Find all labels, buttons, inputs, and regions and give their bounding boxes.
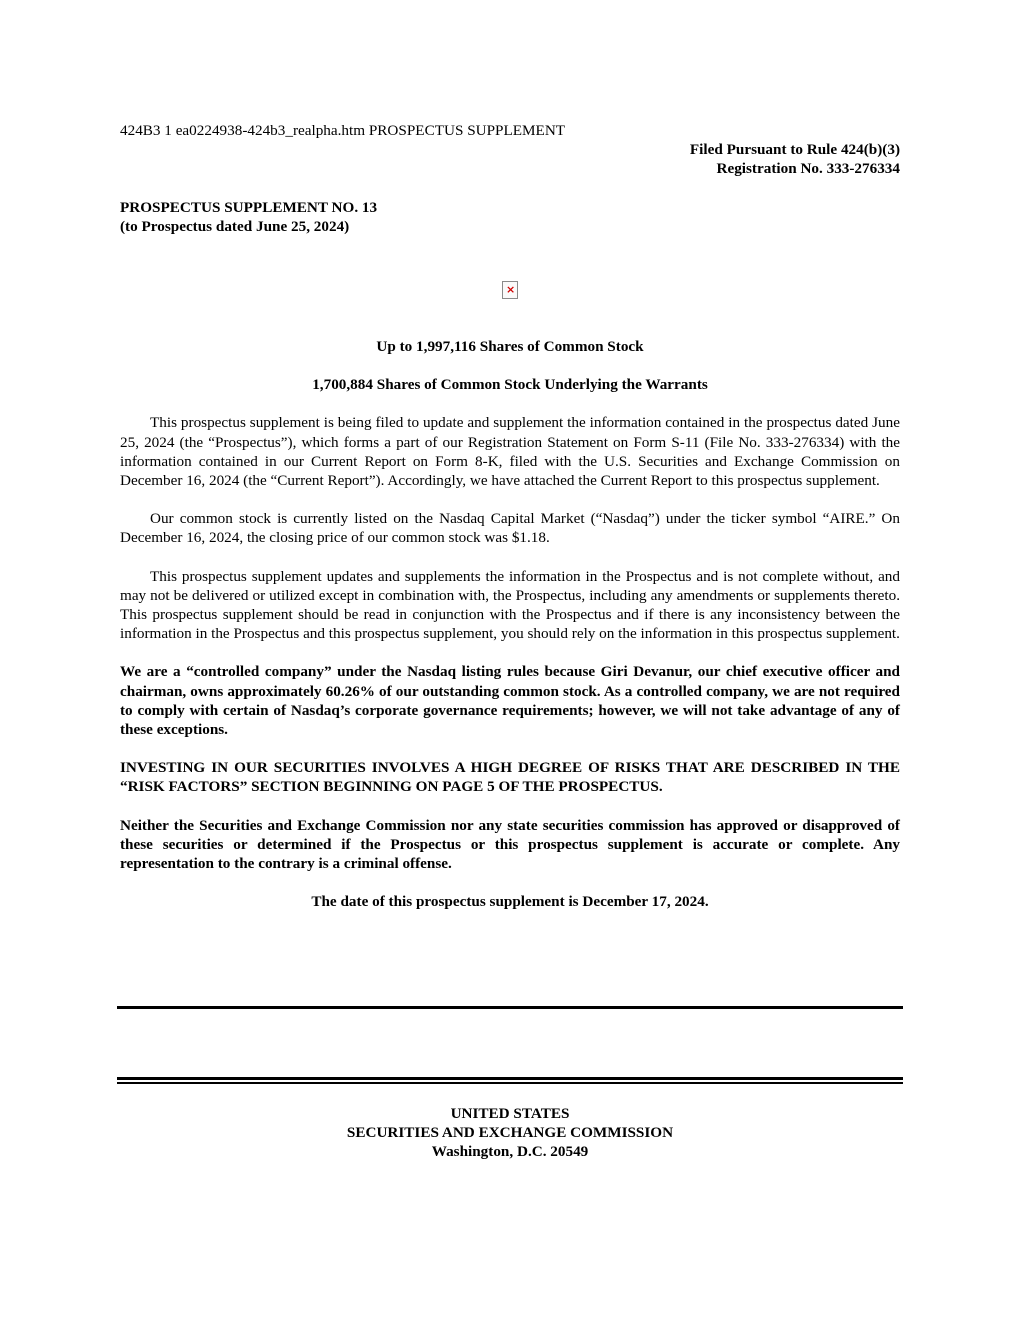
double-divider-bottom xyxy=(117,1082,903,1084)
supplement-title: PROSPECTUS SUPPLEMENT NO. 13 xyxy=(120,198,378,216)
offering-shares-heading: Up to 1,997,116 Shares of Common Stock xyxy=(376,338,644,356)
sec-header-commission: SECURITIES AND EXCHANGE COMMISSION xyxy=(346,1124,674,1142)
supplement-subtitle: (to Prospectus dated June 25, 2024) xyxy=(120,217,350,235)
supplement-title-block xyxy=(120,198,900,236)
sec-header xyxy=(120,1104,900,1162)
sec-header-address: Washington, D.C. 20549 xyxy=(431,1143,589,1161)
double-divider-top xyxy=(117,1077,903,1080)
paragraph-supplement-scope: This prospectus supplement updates and supplements the information in the Prospectus and is not complete without, and may not be delivered or utilized except in combination with, the Prospectus, including any amendments or supplements thereto. This prospectus supplement should be read in conjunction with the Prospectus and if there is any inconsistency between the information in the Prospectus and this prospectus supplement, you should rely on the information in this prospectus supplement. xyxy=(120,567,900,643)
paragraph-controlled-company: We are a “controlled company” under the Nasdaq listing rules because Giri Devanur, our chief executive officer and chairman, owns approximately 60.26% of our outstanding common stock. As a controlled company, we are not required to comply with certain of Nasdaq’s corporate governance requirements; however, we will not take advantage of any of these exceptions. xyxy=(120,663,900,739)
page-divider xyxy=(117,1006,903,1009)
broken-image-glyph: × xyxy=(506,283,516,297)
filing-info xyxy=(120,140,900,178)
paragraph-risk-factors: INVESTING IN OUR SECURITIES INVOLVES A HIGH DEGREE OF RISKS THAT ARE DESCRIBED IN THE “RISK FACTORS” SECTION BEGINNING ON PAGE 5 OF THE PROSPECTUS. xyxy=(120,759,900,796)
paragraph-sec-notice: Neither the Securities and Exchange Commission nor any state securities commission has approved or disapproved of these securities or determined if the Prospectus or this prospectus supplement is accurate or complete. Any representation to the contrary is a criminal offense. xyxy=(120,816,900,873)
supplement-date: The date of this prospectus supplement is December 17, 2024. xyxy=(311,893,709,911)
prospectus-page xyxy=(120,121,900,911)
sec-header-country: UNITED STATES xyxy=(450,1105,570,1122)
warrant-shares-heading: 1,700,884 Shares of Common Stock Underlying the Warrants xyxy=(312,376,708,394)
paragraph-listing: Our common stock is currently listed on the Nasdaq Capital Market (“Nasdaq”) under the ticker symbol “AIRE.” On December 16, 2024, the closing price of our common stock was $1.18. xyxy=(120,510,900,547)
paragraph-purpose: This prospectus supplement is being filed to update and supplement the information contained in the prospectus dated June 25, 2024 (the “Prospectus”), which forms a part of our Registration Statement on Form S-11 (File No. 333-276334) with the information contained in our Current Report on Form 8-K, filed with the U.S. Securities and Exchange Commission on December 16, 2024 (the “Current Report”). Accordingly, we have attached the Current Report to this prospectus supplement. xyxy=(120,414,900,490)
company-logo xyxy=(120,281,900,301)
filing-line: 424B3 1 ea0224938-424b3_realpha.htm PROSPECTUS SUPPLEMENT xyxy=(120,122,566,139)
filed-pursuant: Filed Pursuant to Rule 424(b)(3) xyxy=(689,141,900,159)
broken-image-icon xyxy=(502,281,518,299)
registration-number: Registration No. 333-276334 xyxy=(716,160,900,178)
